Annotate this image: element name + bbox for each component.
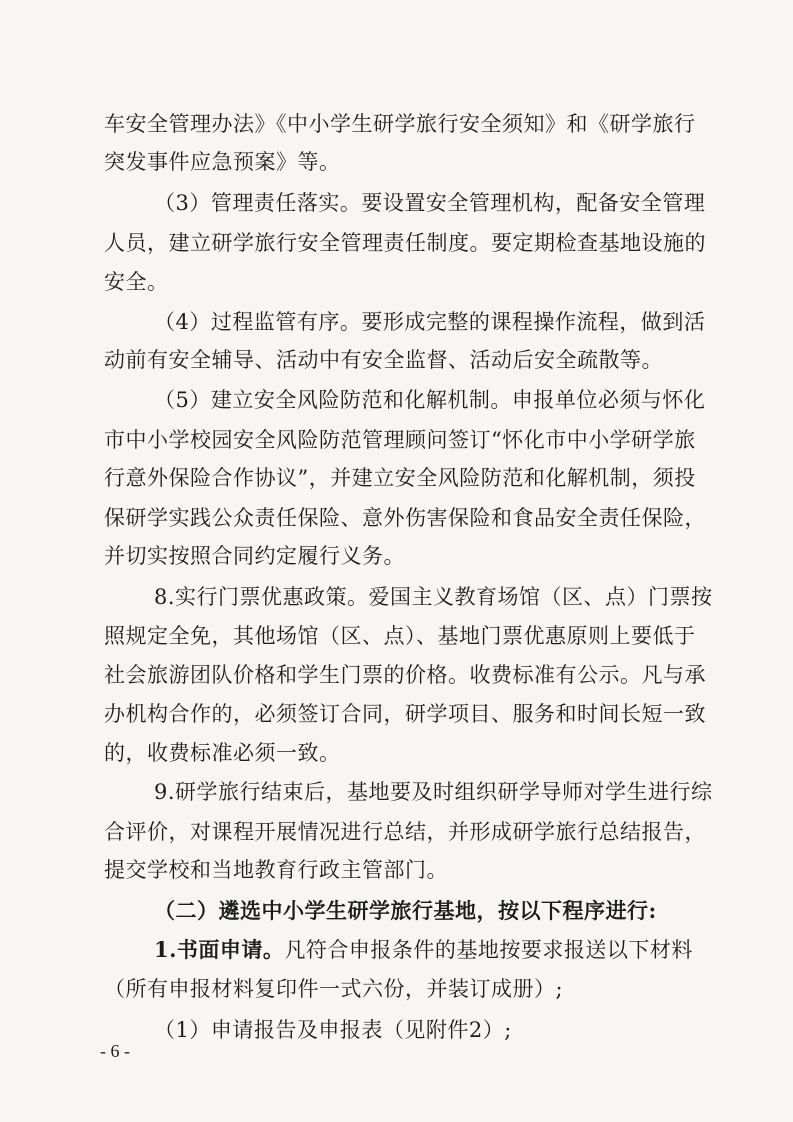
text-segment: 安全。 (104, 270, 169, 294)
text-segment: 9.研学旅行结束后，基地要及时组织研学导师对学生进行综 (154, 780, 713, 804)
text-segment: 照规定全免，其他场馆（区、点）、基地门票优惠原则上要低于 (104, 624, 696, 648)
text-line (104, 506, 706, 530)
page-number: - 6 - (100, 1041, 130, 1061)
text-segment: 人员，建立研学旅行安全管理责任制度。要定期检查基地设施的 (104, 231, 706, 255)
text-line (154, 388, 705, 412)
text-segment: 合评价，对课程开展情况进行总结，并形成研学旅行总结报告， (104, 820, 706, 844)
text-line (104, 112, 696, 136)
text-segment: 车安全管理办法》《中小学生研学旅行安全须知》和《研学旅行 (104, 112, 696, 136)
text-line (104, 428, 696, 452)
text-line (104, 663, 706, 687)
text-segment: 8.实行门票优惠政策。爱国主义教育场馆（区、点）门票按 (154, 585, 713, 609)
text-segment: （1）申请报告及申报表（见附件2）; (154, 1018, 512, 1042)
text-line (104, 702, 706, 726)
text-line (154, 1018, 512, 1042)
text-line (104, 231, 706, 255)
text-segment: 动前有安全辅导、活动中有安全监督、活动后安全疏散等。 (104, 348, 663, 372)
text-line (154, 938, 693, 962)
bold-text-segment: 1.书面申请。 (154, 937, 285, 962)
text-segment: 办机构合作的，必须签订合同，研学项目、服务和时间长短一致 (104, 702, 706, 726)
text-line (104, 977, 563, 1001)
text-line (104, 741, 341, 765)
text-segment: 社会旅游团队价格和学生门票的价格。收费标准有公示。凡与承 (104, 663, 706, 687)
text-line (154, 780, 713, 804)
text-line (104, 624, 696, 648)
text-line (154, 585, 713, 609)
text-segment: （5）建立安全风险防范和化解机制。申报单位必须与怀化 (154, 388, 706, 412)
text-segment: （所有申报材料复印件一式六份，并装订成册）; (104, 977, 564, 1001)
text-line (104, 820, 706, 844)
text-line (104, 544, 405, 568)
text-segment: 的，收费标准必须一致。 (104, 741, 341, 765)
bold-text-segment: （二）遴选中小学生研学旅行基地，按以下程序进行: (154, 898, 657, 923)
text-line (104, 858, 448, 882)
text-segment: 并切实按照合同约定履行义务。 (104, 544, 405, 568)
text-line (104, 150, 341, 174)
text-line (154, 310, 705, 334)
text-segment: 市中小学校园安全风险防范管理顾问签订“怀化市中小学研学旅 (104, 428, 696, 452)
text-segment: 凡符合申报条件的基地按要求报送以下材料 (284, 938, 693, 962)
text-segment: 保研学实践公众责任保险、意外伤害保险和食品安全责任保险， (104, 506, 706, 530)
text-segment: （4）过程监管有序。要形成完整的课程操作流程，做到活 (154, 310, 706, 334)
text-line (154, 899, 657, 923)
text-line (154, 191, 705, 215)
text-line (104, 270, 169, 294)
text-segment: 突发事件应急预案》等。 (104, 150, 341, 174)
text-segment: 行意外保险合作协议”，并建立安全风险防范和化解机制，须投 (104, 466, 696, 490)
text-segment: （3）管理责任落实。要设置安全管理机构，配备安全管理 (154, 191, 706, 215)
text-segment: 提交学校和当地教育行政主管部门。 (104, 858, 448, 882)
text-line (104, 466, 696, 490)
text-line (104, 348, 663, 372)
